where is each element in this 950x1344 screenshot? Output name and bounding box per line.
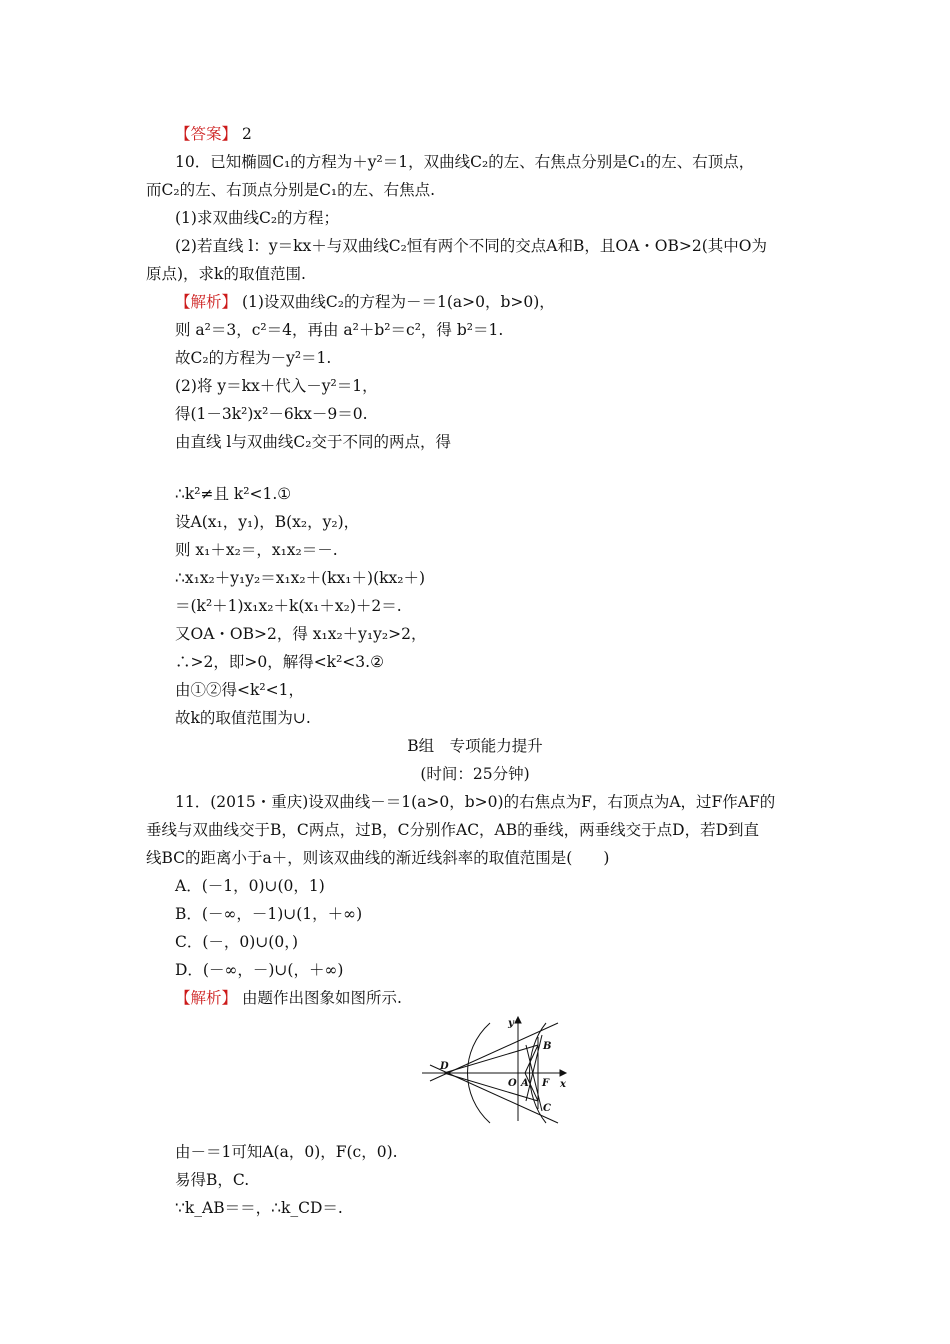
line-db bbox=[444, 1045, 538, 1073]
text: 11．(2015・重庆)设双曲线－＝1(a>0，b>0)的右焦点为F，右顶点为A，过F作AF的 bbox=[175, 793, 776, 811]
text: B组 专项能力提升 bbox=[407, 737, 543, 755]
solution-10-line-6 bbox=[175, 432, 451, 452]
problem-10-part-2 bbox=[175, 236, 767, 256]
x-axis-arrow bbox=[560, 1070, 566, 1076]
answer-tag: 【答案】 bbox=[175, 125, 238, 143]
hyperbola-figure bbox=[420, 1015, 570, 1125]
text: (1)求双曲线C₂的方程； bbox=[175, 209, 340, 227]
label-f: F bbox=[542, 1078, 550, 1089]
label-b: B bbox=[543, 1041, 552, 1052]
solution-10-line-15 bbox=[175, 708, 311, 728]
solution-11-line-4 bbox=[175, 1198, 343, 1218]
text: ∴>2，即>0，解得<k²<3.② bbox=[175, 653, 384, 671]
solution-11-line-1 bbox=[175, 988, 402, 1008]
text: 则 x₁＋x₂＝，x₁x₂＝－. bbox=[175, 541, 338, 559]
solution-tag: 【解析】 bbox=[175, 293, 238, 311]
solution-11-line-2 bbox=[175, 1142, 398, 1162]
solution-10-line-5 bbox=[175, 404, 368, 424]
text: ∵k_AB＝＝，∴k_CD＝. bbox=[175, 1199, 343, 1217]
text: 垂线与双曲线交于B，C两点，过B，C分别作AC，AB的垂线，两垂线交于点D，若D到直 bbox=[146, 821, 759, 839]
section-time bbox=[0, 764, 950, 784]
option-a bbox=[175, 876, 325, 896]
problem-10-line-2 bbox=[146, 180, 435, 200]
asymptote-2 bbox=[430, 1065, 558, 1123]
solution-10-line-8 bbox=[175, 512, 359, 532]
text: A．(－1，0)∪(0，1) bbox=[175, 877, 325, 895]
solution-10-line-13 bbox=[175, 652, 384, 672]
text: 由①②得<k²<1， bbox=[175, 681, 304, 699]
text: 得(1－3k²)x²－6kx－9＝0. bbox=[175, 405, 368, 423]
solution-11-line-3 bbox=[175, 1170, 249, 1190]
problem-10-part-1 bbox=[175, 208, 339, 228]
label-c: C bbox=[543, 1103, 551, 1114]
problem-10-line-1 bbox=[175, 152, 754, 172]
solution-10-line-9 bbox=[175, 540, 338, 560]
solution-10-line-11 bbox=[175, 596, 402, 616]
text: 又OA・OB>2，得 x₁x₂＋y₁y₂>2， bbox=[175, 625, 427, 643]
option-d bbox=[175, 960, 343, 980]
text: B．(－∞，－1)∪(1，＋∞) bbox=[175, 905, 363, 923]
solution-10-line-10 bbox=[175, 568, 425, 588]
text: 易得B，C. bbox=[175, 1171, 250, 1189]
text: (2)若直线 l：y＝kx＋与双曲线C₂恒有两个不同的交点A和B，且OA・OB>2(其中O为 bbox=[175, 237, 767, 255]
text: 由－＝1可知A(a，0)，F(c，0). bbox=[175, 1143, 398, 1161]
text: 原点)，求k的取值范围. bbox=[146, 265, 306, 283]
text: ＝(k²＋1)x₁x₂＋k(x₁＋x₂)＋2＝. bbox=[175, 597, 402, 615]
solution-10-line-2 bbox=[175, 320, 503, 340]
answer-line bbox=[175, 124, 252, 144]
option-b bbox=[175, 904, 362, 924]
answer-value: 2 bbox=[237, 125, 252, 143]
text: 而C₂的左、右顶点分别是C₁的左、右焦点. bbox=[146, 181, 436, 199]
text: (时间：25分钟) bbox=[420, 765, 530, 783]
text: D．(－∞，－)∪(，＋∞) bbox=[175, 961, 344, 979]
text: ∴k²≠且 k²<1.① bbox=[175, 485, 292, 503]
text: (2)将 y＝kx＋代入－y²＝1， bbox=[175, 377, 378, 395]
text: 则 a²＝3，c²＝4，再由 a²＋b²＝c²，得 b²＝1. bbox=[175, 321, 504, 339]
solution-10-line-4 bbox=[175, 376, 378, 396]
text: (1)设双曲线C₂的方程为－＝1(a>0，b>0)， bbox=[237, 293, 555, 311]
problem-11-line-1 bbox=[175, 792, 775, 812]
label-y: y bbox=[508, 1018, 514, 1029]
solution-10-line-7 bbox=[175, 484, 291, 504]
solution-10-line-3 bbox=[175, 348, 331, 368]
problem-11-line-2 bbox=[146, 820, 759, 840]
solution-10-line-1 bbox=[175, 292, 555, 312]
text: 线BC的距离小于a＋，则该双曲线的渐近线斜率的取值范围是( ) bbox=[146, 849, 610, 867]
asymptote-1 bbox=[430, 1023, 558, 1081]
problem-11-line-3 bbox=[146, 848, 609, 868]
label-d: D bbox=[440, 1061, 449, 1072]
label-o: O bbox=[508, 1078, 517, 1089]
solution-tag: 【解析】 bbox=[175, 989, 238, 1007]
text: 10．已知椭圆C₁的方程为＋y²＝1，双曲线C₂的左、右焦点分别是C₁的左、右顶点， bbox=[175, 153, 755, 171]
option-c bbox=[175, 932, 298, 952]
section-heading bbox=[0, 736, 950, 756]
text: 由题作出图象如图所示. bbox=[237, 989, 402, 1007]
text: 设A(x₁，y₁)，B(x₂，y₂)， bbox=[175, 513, 360, 531]
y-axis-arrow bbox=[515, 1017, 521, 1023]
label-x: x bbox=[560, 1079, 566, 1090]
problem-10-part-2-cont bbox=[146, 264, 306, 284]
text: 由直线 l与双曲线C₂交于不同的两点，得 bbox=[175, 433, 451, 451]
text: 故C₂的方程为－y²＝1. bbox=[175, 349, 332, 367]
text: ∴x₁x₂＋y₁y₂＝x₁x₂＋(kx₁＋)(kx₂＋) bbox=[175, 569, 426, 587]
solution-10-line-14 bbox=[175, 680, 304, 700]
label-a: A bbox=[521, 1078, 529, 1089]
solution-10-line-12 bbox=[175, 624, 426, 644]
text: 故k的取值范围为∪. bbox=[175, 709, 311, 727]
text: C．(－，0)∪(0，) bbox=[175, 933, 299, 951]
